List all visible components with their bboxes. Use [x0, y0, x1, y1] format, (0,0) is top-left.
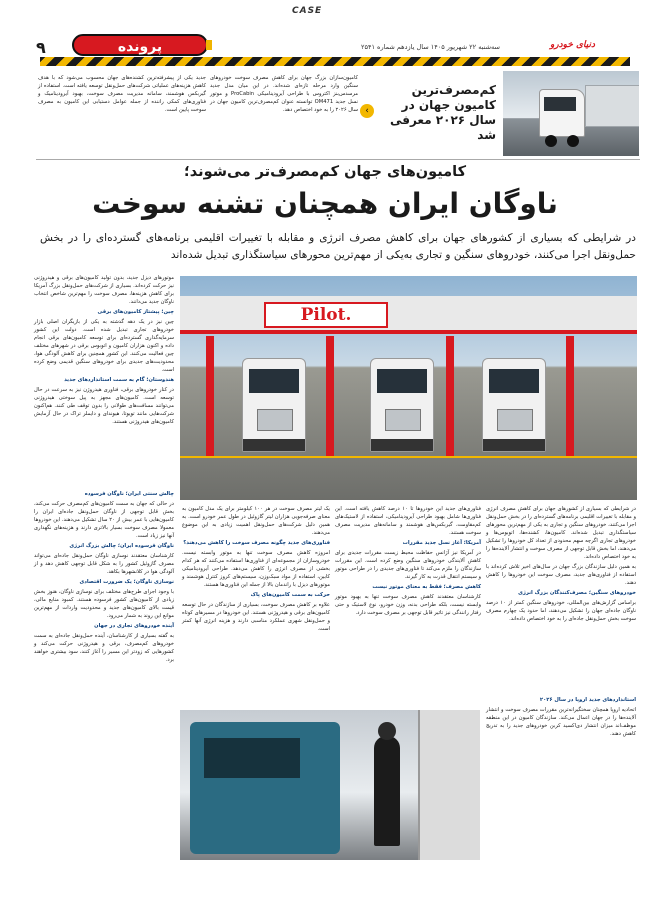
teaser-truck-image — [503, 71, 639, 156]
subheading: نوسازی ناوگان؛ یک ضرورت اقتصادی — [79, 579, 174, 585]
truck-grille — [497, 409, 533, 431]
truck-wheel — [567, 135, 579, 147]
refueling-truck-photo — [180, 710, 480, 860]
teaser-side-text: جدید یکی از پیشرفته‌ترین کشنده‌های جهان محسوب می‌شود که با هدف کاهش هزینه‌های عملیاتی شرکت‌های حمل‌ونقل توسعه یافته است. استفاده از گیربکس هوشمند، سامانه مدیریت مصرف سوخت، بهبود آیرودینامیک و فناوری‌های کمکی راننده از جمله عوامل دستیابی این کامیون به مصرف سوخت پایین است. — [38, 75, 206, 113]
article-column-left-bottom — [34, 490, 174, 666]
ground-marking — [180, 456, 637, 458]
section-tab — [72, 34, 208, 56]
truck-grille — [385, 409, 421, 431]
fuel-pump-pillar — [446, 336, 454, 456]
subheading: فناوری‌های جدید چگونه مصرف سوخت را کاهش می‌دهند؟ — [183, 540, 330, 546]
subheading: حرکت به سمت کامیون‌های پاک — [250, 592, 330, 598]
paragraph: به گفته بسیاری از کارشناسان، آینده حمل‌ونقل جاده‌ای به سمت خودروهای کم‌مصرف، برقی و هیدروژنی حرکت می‌کند و کشورهایی که زودتر این مسیر را آغاز کنند، سود بیشتری خواهند برد. — [34, 633, 174, 663]
truck — [370, 358, 434, 452]
page-header — [0, 0, 649, 57]
case-label: CASE — [292, 6, 323, 16]
paragraph: با وجود اجرای طرح‌های مختلف برای نوسازی ناوگان، هنوز بخش زیادی از کامیون‌های کشور فرسوده هستند. کمبود منابع مالی، قیمت بالای کامیون‌های جدید و محدودیت واردات از مهم‌ترین موانع این روند به شمار می‌رود. — [34, 589, 174, 619]
teaser-text: کامیون‌سازان بزرگ جهان برای کاهش مصرف سوخت خودروهای سنگین وارد مرحله تازه‌ای شده‌اند. در این میان مدل جدید مرسدس‌بنز اکتروس با طراحی آیرودینامیکی ProCabin و موتور نسل جدید OM471 توانسته عنوان کم‌مصرف‌ترین کامیون جهان در سال ۲۰۲۶ را به خود اختصاص دهد. — [210, 75, 358, 113]
truck — [482, 358, 546, 452]
article-column-right — [486, 505, 636, 625]
hazard-stripe-divider — [40, 57, 630, 66]
truck-cab-shape — [190, 722, 340, 854]
truck-windshield — [249, 369, 299, 393]
headline-kicker: کامیون‌های جهان کم‌مصرف‌تر می‌شوند؛ — [183, 164, 467, 180]
subheading: چالش سنتی ایران؛ ناوگان فرسوده — [84, 491, 174, 497]
truck-grille — [257, 409, 293, 431]
headline-lead: در شرایطی که بسیاری از کشورهای جهان برای کاهش مصرف انرژی و مقابله با تغییرات اقلیمی برنامه‌های گسترده‌ای را در بخش حمل‌ونقل اجرا می‌کنند، خودروهای سنگین و تجاری به‌یکی از مهم‌ترین محورهای سیاستگذاری تبدیل شده‌اند — [40, 232, 636, 261]
teaser-arrow-icon[interactable]: › — [360, 104, 374, 118]
truck-trailer-shape — [585, 85, 639, 127]
subheading: چین؛ پیشتاز کامیون‌های برقی — [97, 309, 174, 315]
subheading: آینده خودروهای تجاری در جهان — [94, 623, 174, 629]
section-title: پرونده — [117, 39, 163, 55]
paragraph: اتحادیه اروپا همچنان سختگیرانه‌ترین مقررات مصرف سوخت و انتشار آلاینده‌ها را در جهان اعمال می‌کند. سازندگان کامیون در این منطقه موظف‌اند میزان انتشار دی‌اکسید کربن خودروهای جدید را به تدریج کاهش دهند. — [486, 707, 636, 737]
divider — [36, 159, 640, 160]
paragraph: کارشناسان معتقدند نوسازی ناوگان حمل‌ونقل جاده‌ای می‌تواند مصرف گازوئیل کشور را به شکل قابل توجهی کاهش دهد و از آلودگی هوا در کلانشهرها بکاهد. — [34, 553, 174, 575]
paragraph: براساس گزارش‌های بین‌المللی، خودروهای سنگین کمتر از ۱۰ درصد ناوگان جاده‌ای جهان را تشکیل می‌دهند، اما حدود یک چهارم مصرف سوخت بخش حمل‌ونقل جاده‌ای را به خود اختصاص داده‌اند. — [486, 600, 637, 622]
fuel-dispenser — [418, 710, 480, 860]
paragraph: به همین دلیل سازندگان بزرگ جهان در سال‌های اخیر تلاش کرده‌اند با استفاده از فناوری‌های جدید، مصرف سوخت این خودروها را کاهش دهند. — [486, 564, 636, 586]
article-column-right-bottom — [486, 696, 636, 740]
paragraph: چین نیز در یک دهه گذشته به یکی از بازیگران اصلی بازار خودروهای تجاری تبدیل شده است. دولت این کشور سرمایه‌گذاری گسترده‌ای برای توسعه کامیون‌های برقی انجام داده و اکنون هزاران کامیون و اتوبوس برقی در شهرهای مختلف چین فعالیت می‌کنند. این کشور همچنین برای کاهش آلودگی هوا، محدودیت‌های جدیدی برای خودروهای سنگین قدیمی وضع کرده است. — [34, 319, 174, 373]
subheading: ناوگان فرسوده ایران؛ چالش بزرگ انرژی — [69, 543, 174, 549]
truck-bumper — [371, 439, 433, 451]
truck-windshield — [489, 369, 539, 393]
paragraph: در آمریکا نیز آژانس حفاظت محیط زیست مقررات جدیدی برای کاهش آلایندگی خودروهای سنگین وضع کرده است. این مقررات سازندگان را ملزم می‌کند تا فناوری‌های جدیدی را در طراحی موتور و سیستم انتقال قدرت به کار گیرند. — [335, 550, 481, 580]
truck-bumper — [483, 439, 545, 451]
truck-wheel — [545, 135, 557, 147]
paragraph: امروزه کاهش مصرف سوخت تنها به موتور وابسته نیست. خودروسازان از مجموعه‌ای از فناوری‌ها استفاده می‌کنند که هر کدام بخشی از مصرف انرژی را کاهش می‌دهد. طراحی آیرودینامیکی کابین، استفاده از مواد سبک‌وزن، سیستم‌های کروز کنترل هوشمند و موتورهای دیزل با راندمان بالا از جمله این فناوری‌ها هستند. — [182, 550, 330, 588]
teaser-title[interactable]: کم‌مصرف‌ترین کامیون جهان در سال ۲۰۲۶ معرفی شد — [389, 83, 496, 142]
truck-windshield — [377, 369, 427, 393]
fuel-pump-pillar — [326, 336, 334, 456]
article-column-left-top — [34, 274, 174, 428]
paragraph: در شرایطی که بسیاری از کشورهای جهان برای کاهش مصرف انرژی و مقابله با تغییرات اقلیمی برنامه‌های گسترده‌ای را در بخش حمل‌ونقل اجرا می‌کنند، خودروهای سنگین و تجاری به یکی از مهم‌ترین محورهای سیاستگذاری تبدیل شده‌اند. کامیون‌ها، کشنده‌ها، اتوبوس‌ها و خودروهای تجاری اگرچه سهم محدودی از تعداد کل خودروها را تشکیل می‌دهند، اما بخش قابل توجهی از مصرف سوخت و انتشار آلاینده‌ها را به خود اختصاص داده‌اند. — [486, 506, 636, 560]
headline-title: ناوگان ایران همچنان تشنه سوخت — [92, 187, 558, 220]
paragraph: علاوه بر کاهش مصرف سوخت، بسیاری از سازندگان در حال توسعه کامیون‌های برقی و هیدروژنی هستند. این خودروها در مسیرهای کوتاه و حمل‌ونقل شهری عملکرد مناسبی دارند و هزینه انرژی آنها کمتر است. — [182, 602, 330, 632]
truck — [242, 358, 306, 452]
subheading: خودروهای سنگین؛ مصرف‌کنندگان بزرگ انرژی — [518, 590, 636, 596]
brand-logo: دنیای خودرو — [549, 40, 596, 50]
paragraph: فناوری‌های جدید این خودروها تا ۱۰ درصد کاهش یافته است. این فناوری‌ها شامل بهبود طراحی آیرودینامیکی، استفاده از لاستیک‌های کم‌مقاومت، گیربکس‌های هوشمند و سامانه‌های مدیریت مصرف سوخت هستند. — [335, 506, 481, 536]
fuel-station-photo — [180, 276, 637, 500]
issue-line: سه‌شنبه ۲۲ شهریور ۱۴۰۵ سال یازدهم شماره ۲۵۴۱ — [361, 43, 500, 51]
station-canopy — [180, 296, 637, 334]
pilot-sign: Pilot. — [264, 302, 388, 328]
paragraph: موتورهای دیزل جدید، بدون تولید کامیون‌های برقی و هیدروژنی نیز حرکت کرده‌اند. بسیاری از شرکت‌های حمل‌ونقل بزرگ آمریکا برای کاهش هزینه‌ها، مصرف سوخت را مهم‌ترین شاخص انتخاب ناوگان جدید می‌دانند. — [34, 275, 174, 305]
paragraph: در کنار خودروهای برقی، فناوری هیدروژن نیز به سرعت در حال توسعه است. کامیون‌های مجهز به پیل سوختی هیدروژنی می‌توانند مسافت‌های طولانی را بدون توقف طی کنند. هم‌اکنون شرکت‌هایی مانند تویوتا، هیوندای و دایملر تراک در حال آزمایش کامیون‌های هیدروژنی هستند. — [34, 387, 174, 425]
fuel-pump-pillar — [566, 336, 574, 456]
truck-cab-shape — [539, 89, 585, 137]
paragraph: یک لیتر مصرف سوخت در هر ۱۰۰ کیلومتر برای یک مدل کامیون به معنای صرفه‌جویی هزاران لیتر گازوئیل در طول عمر خودرو است. به همین دلیل شرکت‌های حمل‌ونقل اهمیت زیادی به این موضوع می‌دهند. — [182, 506, 331, 536]
driver-figure — [374, 736, 400, 846]
subheading: هندوستان؛ گام به سمت استانداردهای جدید — [64, 377, 174, 383]
paragraph: کارشناسان معتقدند کاهش مصرف سوخت تنها به بهبود موتور وابسته نیست، بلکه طراحی بدنه، وزن خودرو، نوع لاستیک و حتی رفتار رانندگی نیز تاثیر قابل توجهی بر مصرف سوخت دارد. — [335, 594, 481, 616]
truck-bumper — [243, 439, 305, 451]
fuel-pump-pillar — [206, 336, 214, 456]
article-column-middle — [335, 505, 481, 619]
subheading: کاهش مصرف؛ فقط به معنای موتور نیست — [372, 584, 481, 590]
subheading: استانداردهای جدید اروپا در سال ۲۰۲۶ — [539, 697, 636, 703]
subheading: آمریکا؛ آغاز نسل جدید مقررات — [402, 540, 481, 546]
section-tab-accent — [206, 40, 212, 50]
page-number: ۹ — [36, 38, 46, 57]
paragraph: در حالی که جهان به سمت کامیون‌های کم‌مصرف حرکت می‌کند، بخش قابل توجهی از ناوگان حمل‌ونقل جاده‌ای ایران را کامیون‌هایی با عمر بیش از ۲۰ سال تشکیل می‌دهند. این خودروها معمولا مصرف سوخت بسیار بالاتری دارند و هزینه‌های نگهداری آنها نیز زیاد است. — [34, 501, 174, 539]
driver-head — [378, 722, 396, 740]
article-column-center — [182, 505, 330, 635]
